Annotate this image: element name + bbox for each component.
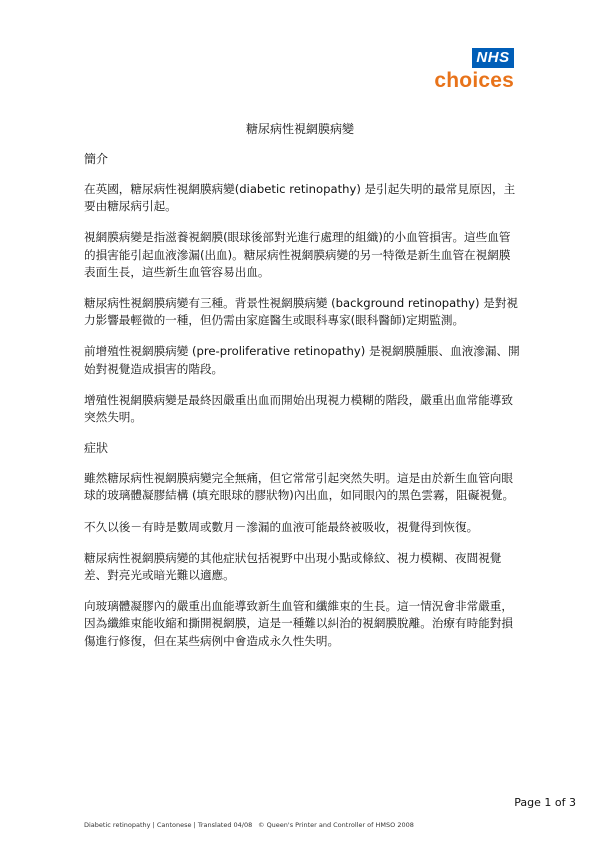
- paragraph: 向玻璃體凝膠內的嚴重出血能導致新生血管和纖維束的生長。這一情況會非常嚴重，因為纖維束能收縮和撕開視網膜，這是一種難以糾治的視網膜脫離。治療有時能對損傷進行修復，但在某些病例中會造成永久性失明。: [84, 599, 513, 648]
- document-body: [84, 151, 520, 664]
- paragraph: 糖尿病性視網膜病變有三種。背景性視網膜病變 (background retinopathy) 是對視力影響最輕微的一種，但仍需由家庭醫生或眼科專家(眼科醫師)定期監測。: [84, 296, 518, 328]
- paragraph: 視網膜病變是指滋養視網膜(眼球後部對光進行處理的組織)的小血管損害。這些血管的損害能引起血液滲漏(出血)。糖尿病性視網膜病變的另一特徵是新生血管在視網膜表面生長，這些新生血管容易出血。: [84, 230, 511, 279]
- paragraph: 不久以後－有時是數周或數月－滲漏的血液可能最終被吸收，視覺得到恢復。: [84, 519, 479, 534]
- paragraph: 雖然糖尿病性視網膜病變完全無痛，但它常常引起突然失明。這是由於新生血管向眼球的玻璃體凝膠結構 (填充眼球的膠狀物)內出血，如同眼內的黑色雲霧，阻礙視覺。: [84, 471, 515, 503]
- page-number: Page 1 of 3: [514, 796, 576, 809]
- section-heading-symptoms: 症狀: [84, 441, 109, 456]
- paragraph: 前增殖性視網膜病變 (pre-proliferative retinopathy) 是視網膜腫脹、血液滲漏、開始對視覺造成損害的階段。: [84, 344, 520, 376]
- section-heading-introduction: 簡介: [84, 152, 109, 166]
- paragraph: 在英國，糖尿病性視網膜病變(diabetic retinopathy) 是引起失明的最常見原因，主要由糖尿病引起。: [84, 182, 516, 214]
- nhs-choices-logo: [432, 48, 514, 96]
- document-title: 糖尿病性視網膜病變: [245, 122, 354, 136]
- footer-document-info: Diabetic retinopathy | Cantonese | Translated 04/08: [84, 821, 253, 829]
- paragraph: 增殖性視網膜病變是最終因嚴重出血而開始出現視力模糊的階段，嚴重出血常能導致突然失明。: [84, 392, 513, 425]
- footer-copyright: © Queen's Printer and Controller of HMSO 2008: [258, 821, 414, 829]
- paragraph: 糖尿病性視網膜病變的其他症狀包括視野中出現小點或條紋、視力模糊、夜間視覺差、對亮光或暗光難以適應。: [84, 550, 502, 583]
- choices-wordmark: choices: [434, 69, 514, 92]
- nhs-badge: NHS: [472, 48, 514, 68]
